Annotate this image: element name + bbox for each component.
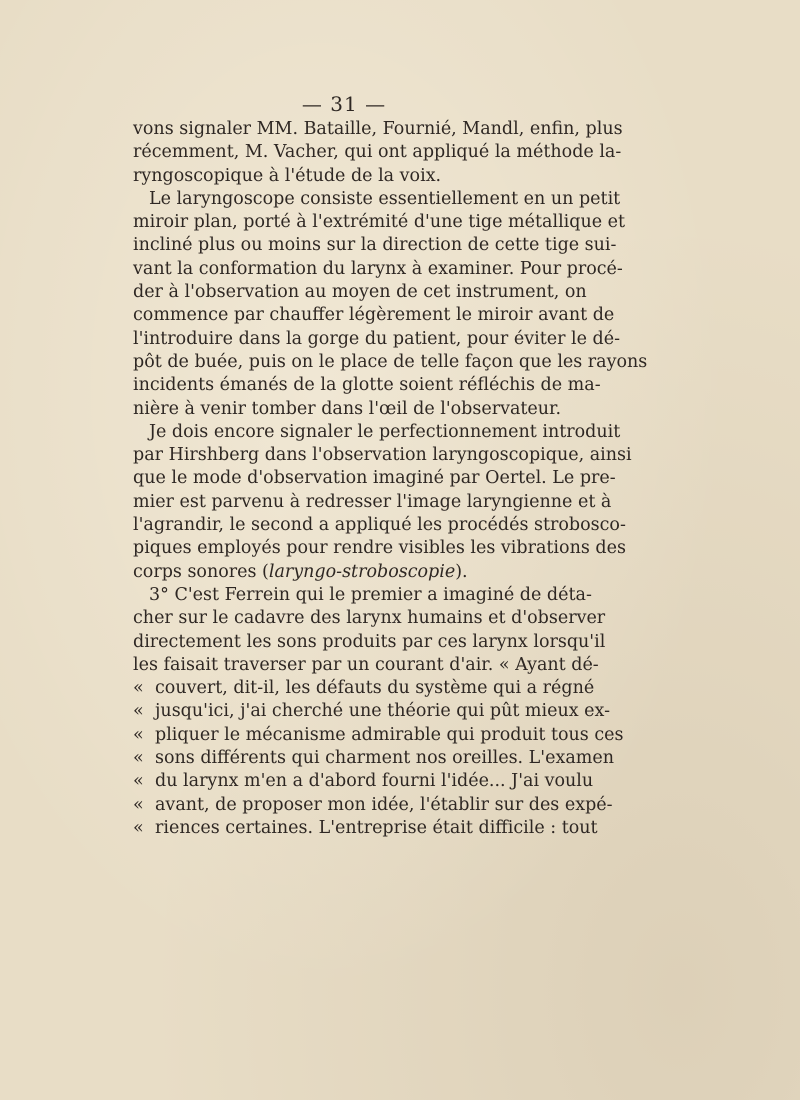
- line-text: du larynx m'en a d'abord fourni l'idée... J'ai voulu: [155, 771, 594, 792]
- line-text: cher sur le cadavre des larynx humains et d'observer: [133, 608, 606, 629]
- line-text: directement les sons produits par ces larynx lorsqu'il: [133, 631, 606, 652]
- text-line: [133, 654, 599, 677]
- text-line: [133, 607, 606, 630]
- text-line: [133, 421, 621, 444]
- text-line: [133, 724, 624, 747]
- text-line: [133, 817, 598, 840]
- text-line: [133, 561, 585, 584]
- page-number: — 31 —: [301, 92, 387, 116]
- line-text: pliquer le mécanisme admirable qui produit tous ces: [155, 724, 624, 745]
- line-text: incliné plus ou moins sur la direction de cette tige sui-: [133, 235, 617, 256]
- line-text: avant, de proposer mon idée, l'établir sur des expé-: [155, 794, 613, 815]
- text-line: [133, 444, 632, 467]
- line-text: ryngoscopique à l'étude de la voix.: [133, 165, 442, 186]
- italic-term: laryngo-stroboscopie: [268, 561, 456, 582]
- text-line: [133, 537, 626, 560]
- text-line: [133, 211, 626, 234]
- quote-mark: «: [133, 748, 144, 769]
- line-text: Je dois encore signaler le perfectionnement introduit: [149, 421, 621, 442]
- line-text: vons signaler MM. Bataille, Fournié, Mandl, enfin, plus: [133, 119, 623, 139]
- line-text: récemment, M. Vacher, qui ont appliqué la méthode la-: [133, 142, 622, 163]
- text-line: [133, 304, 615, 327]
- text-line: [133, 351, 648, 374]
- text-line: [133, 794, 613, 817]
- line-text: l'introduire dans la gorge du patient, pour éviter le dé-: [133, 328, 621, 349]
- text-line: [133, 398, 585, 421]
- line-text: piques employés pour rendre visibles les vibrations des: [133, 538, 626, 559]
- line-text: Le laryngoscope consiste essentiellement en un petit: [149, 188, 621, 209]
- text-line: [133, 141, 622, 164]
- quote-mark: «: [133, 701, 144, 722]
- text-line: [133, 281, 585, 304]
- text-line: [133, 514, 626, 537]
- quote-mark: «: [133, 724, 144, 745]
- quote-mark: «: [133, 678, 144, 699]
- line-text: que le mode d'observation imaginé par Oertel. Le pre-: [133, 468, 616, 489]
- line-text: l'agrandir, le second a appliqué les procédés strobosco-: [133, 515, 626, 536]
- text-line: [133, 491, 612, 514]
- text-line: [133, 258, 623, 281]
- text-line: [133, 677, 595, 700]
- line-text: commence par chauffer légèrement le miroir avant de: [133, 305, 615, 326]
- text-line: [133, 584, 592, 607]
- line-text: riences certaines. L'entreprise était difficile : tout: [155, 817, 598, 838]
- line-text: jusqu'ici, j'ai cherché une théorie qui pût mieux ex-: [155, 701, 611, 722]
- quote-mark: «: [133, 771, 144, 792]
- line-text-end: ).: [455, 561, 468, 582]
- line-text: 3° C'est Ferrein qui le premier a imaginé de déta-: [149, 584, 592, 605]
- text-line: [133, 374, 601, 397]
- line-text: couvert, dit-il, les défauts du système qui a régné: [155, 678, 595, 699]
- line-text: corps sonores (: [133, 561, 269, 582]
- text-line: [133, 188, 621, 211]
- quote-mark: «: [133, 794, 144, 815]
- line-text: nière à venir tomber dans l'œil de l'observateur.: [133, 398, 562, 419]
- line-text: pôt de buée, puis on le place de telle façon que les rayons: [133, 351, 648, 372]
- text-line: [133, 165, 585, 188]
- line-text: sons différents qui charment nos oreilles. L'examen: [155, 748, 614, 769]
- line-text: mier est parvenu à redresser l'image laryngienne et à: [133, 491, 612, 512]
- line-text: par Hirshberg dans l'observation laryngoscopique, ainsi: [133, 445, 632, 466]
- line-text: les faisait traverser par un courant d'air. « Ayant dé-: [133, 654, 599, 675]
- text-line: [133, 328, 621, 351]
- line-text: miroir plan, porté à l'extrémité d'une tige métallique et: [133, 212, 626, 233]
- line-text: incidents émanés de la glotte soient réfléchis de ma-: [133, 375, 601, 396]
- text-line: [133, 770, 594, 793]
- text-line: [133, 118, 623, 141]
- body-text: [133, 118, 648, 840]
- line-text: der à l'observation au moyen de cet instrument, on: [133, 282, 587, 303]
- text-line: [133, 631, 606, 654]
- line-text: vant la conformation du larynx à examiner. Pour procé-: [133, 258, 623, 279]
- text-line: [133, 700, 611, 723]
- text-line: [133, 747, 614, 770]
- quote-mark: «: [133, 817, 144, 838]
- text-line: [133, 467, 616, 490]
- text-line: [133, 234, 617, 257]
